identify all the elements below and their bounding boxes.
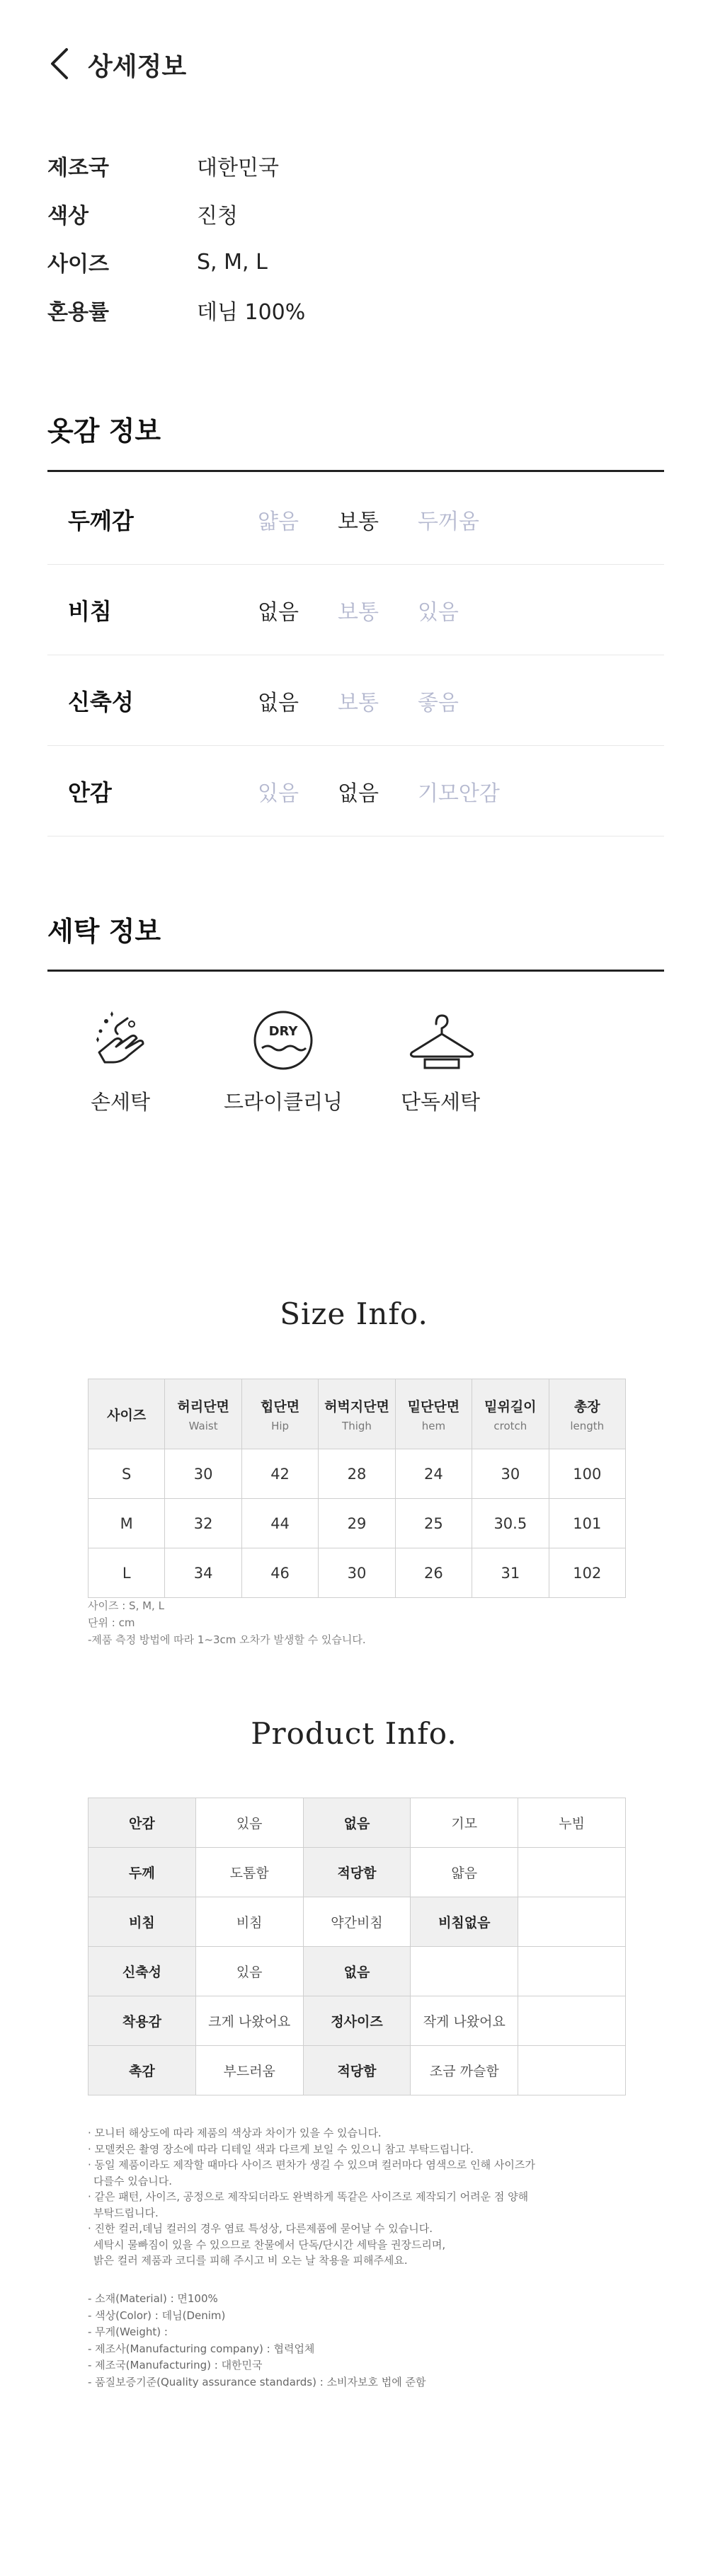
product-cell: 얇음	[411, 1848, 518, 1897]
wash-label: 드라이클리닝	[223, 1090, 343, 1114]
size-header-cell: 총장 length	[549, 1379, 625, 1449]
spec-key: 사이즈	[47, 252, 109, 277]
spec-value: 진청	[197, 204, 238, 229]
dry-badge-text: DRY	[268, 1024, 298, 1039]
fabric-label: 신축성	[68, 688, 134, 715]
product-cell	[518, 1848, 626, 1897]
wash-item-hand	[42, 1008, 198, 1115]
fabric-row-lining	[47, 746, 664, 836]
size-cell: 100	[549, 1449, 625, 1499]
product-header-cell: 없음	[303, 1947, 411, 1996]
fabric-section-title: 옷감 정보	[47, 415, 161, 447]
fabric-option: 없음	[337, 781, 379, 806]
product-cell: 기모	[411, 1798, 518, 1848]
product-cell	[518, 1996, 626, 2046]
spec-list	[47, 142, 670, 334]
fabric-row-thickness	[47, 474, 664, 565]
size-header-cell: 허리단면 Waist	[165, 1379, 241, 1449]
fabric-row-sheerness	[47, 565, 664, 655]
product-meta-line: - 색상(Color) : 데님(Denim)	[88, 2308, 226, 2322]
product-header-cell: 없음	[303, 1798, 411, 1848]
product-cell: 조금 까슬함	[411, 2046, 518, 2095]
size-cell: S	[88, 1449, 165, 1499]
notice-line: · 모델컷은 촬영 장소에 따라 디테일 색과 다르게 보일 수 있으니 참고 부탁드립니다.	[88, 2142, 474, 2156]
product-cell: 누빔	[518, 1798, 626, 1848]
size-info-title: Size Info.	[280, 1296, 428, 1331]
product-header-cell: 착용감	[88, 1996, 196, 2046]
product-meta-line: - 제조국(Manufacturing) : 대한민국	[88, 2359, 263, 2371]
table-row	[88, 1947, 626, 1996]
size-cell: M	[88, 1499, 165, 1548]
table-row	[88, 1996, 626, 2046]
notice-line: 밝은 컬러 제품과 코디를 피해 주시고 비 오는 날 착용을 피해주세요.	[93, 2254, 408, 2267]
product-meta-line: - 소재(Material) : 면100%	[88, 2292, 218, 2305]
product-cell: 크게 나왔어요	[195, 1996, 303, 2046]
size-cell: 31	[472, 1548, 549, 1598]
size-cell: 42	[241, 1449, 318, 1499]
product-cell	[411, 1947, 518, 1996]
product-info-title: Product Info.	[251, 1716, 457, 1751]
size-cell: 46	[241, 1548, 318, 1598]
size-header-cell: 밑단단면 hem	[395, 1379, 472, 1449]
section-divider	[47, 470, 664, 472]
size-cell: L	[88, 1548, 165, 1598]
fabric-option: 두꺼움	[417, 509, 479, 534]
wash-section-title: 세탁 정보	[47, 916, 161, 947]
fabric-option: 없음	[258, 599, 299, 625]
notice-list	[88, 2125, 654, 2269]
size-cell: 30	[472, 1449, 549, 1499]
wash-item-dry	[205, 1008, 361, 1115]
spec-value: 데님 100%	[197, 300, 306, 325]
size-note: -제품 측정 방법에 따라 1~3cm 오차가 발생할 수 있습니다.	[88, 1633, 366, 1646]
product-meta-list	[88, 2291, 654, 2391]
table-row	[88, 1798, 626, 1848]
product-cell	[518, 2046, 626, 2095]
notice-line: · 같은 패턴, 사이즈, 공정으로 제작되더라도 완벽하게 똑같은 사이즈로 제작되기 어려운 점 양해	[88, 2190, 529, 2203]
section-divider	[47, 970, 664, 972]
product-cell: 약간비침	[303, 1897, 411, 1947]
size-cell: 102	[549, 1548, 625, 1598]
table-row	[88, 1499, 626, 1548]
size-table-header	[88, 1379, 626, 1449]
notice-line: 다를수 있습니다.	[93, 2174, 172, 2187]
product-meta-line: - 무게(Weight) :	[88, 2325, 168, 2338]
spec-row-color	[47, 190, 670, 238]
size-cell: 34	[165, 1548, 241, 1598]
product-header-cell: 적당함	[303, 2046, 411, 2095]
dry-cleaning-icon	[248, 1008, 319, 1072]
page-header	[0, 0, 708, 127]
size-cell: 32	[165, 1499, 241, 1548]
table-row	[88, 1449, 626, 1499]
fabric-option: 없음	[258, 690, 299, 715]
fabric-label: 비침	[68, 597, 112, 625]
size-cell: 30	[165, 1449, 241, 1499]
size-note: 단위 : cm	[88, 1616, 135, 1629]
product-header-cell: 신축성	[88, 1947, 196, 1996]
hand-wash-icon	[85, 1008, 156, 1072]
spec-key: 색상	[47, 204, 88, 229]
product-cell: 비침	[195, 1897, 303, 1947]
wash-item-separate	[362, 1008, 518, 1115]
fabric-row-stretch	[47, 655, 664, 746]
product-meta-line: - 품질보증기준(Quality assurance standards) : 소비자보호 법에 준함	[88, 2375, 426, 2388]
product-cell: 도톰함	[195, 1848, 303, 1897]
size-cell: 44	[241, 1499, 318, 1548]
product-cell: 작게 나왔어요	[411, 1996, 518, 2046]
product-info-table	[88, 1798, 626, 2095]
product-cell: 있음	[195, 1947, 303, 1996]
product-header-cell: 정사이즈	[303, 1996, 411, 2046]
fabric-info	[47, 474, 664, 836]
fabric-label: 두께감	[68, 507, 134, 534]
fabric-option: 보통	[337, 599, 379, 625]
wash-label: 단독세탁	[400, 1090, 481, 1114]
page-title: 상세정보	[88, 52, 187, 81]
back-button[interactable]	[45, 45, 74, 82]
product-header-cell: 적당함	[303, 1848, 411, 1897]
size-table	[88, 1379, 626, 1598]
product-header-cell: 비침없음	[411, 1897, 518, 1947]
spec-value: 대한민국	[197, 156, 279, 180]
table-row	[88, 2046, 626, 2095]
fabric-option: 좋음	[417, 690, 459, 715]
size-cell: 30.5	[472, 1499, 549, 1548]
notice-line: 부탁드립니다.	[93, 2206, 159, 2219]
size-header-cell: 밑위길이 crotch	[472, 1379, 549, 1449]
fabric-option: 기모안감	[417, 781, 500, 806]
size-cell: 25	[395, 1499, 472, 1548]
table-row	[88, 1897, 626, 1947]
spec-key: 혼용률	[47, 300, 109, 325]
size-cell: 28	[319, 1449, 395, 1499]
fabric-label: 안감	[68, 778, 112, 806]
product-cell: 부드러움	[195, 2046, 303, 2095]
product-cell	[518, 1947, 626, 1996]
product-cell	[518, 1897, 626, 1947]
size-header-cell: 힙단면 Hip	[241, 1379, 318, 1449]
notice-line: 세탁시 물빠짐이 있을 수 있으므로 찬물에서 단독/단시간 세탁을 권장드리며,	[93, 2238, 446, 2251]
fabric-option: 있음	[417, 599, 459, 625]
wash-label: 손세탁	[90, 1090, 151, 1114]
notice-line: · 진한 컬러,데님 컬러의 경우 염료 특성상, 다른제품에 묻어날 수 있습니다.	[88, 2222, 433, 2235]
product-meta-line: - 제조사(Manufacturing company) : 협력업체	[88, 2342, 315, 2355]
product-header-cell: 촉감	[88, 2046, 196, 2095]
product-header-cell: 안감	[88, 1798, 196, 1848]
product-cell: 있음	[195, 1798, 303, 1848]
table-row	[88, 1548, 626, 1598]
size-cell: 30	[319, 1548, 395, 1598]
size-note: 사이즈 : S, M, L	[88, 1599, 164, 1612]
fabric-option: 보통	[337, 690, 379, 715]
spec-value: S, M, L	[197, 249, 268, 275]
product-header-cell: 비침	[88, 1897, 196, 1947]
size-header-cell: 허벅지단면 Thigh	[319, 1379, 395, 1449]
fabric-option: 얇음	[258, 509, 299, 534]
size-cell: 29	[319, 1499, 395, 1548]
size-cell: 101	[549, 1499, 625, 1548]
size-cell: 26	[395, 1548, 472, 1598]
product-header-cell: 두께	[88, 1848, 196, 1897]
spec-row-size	[47, 238, 670, 286]
table-row	[88, 1848, 626, 1897]
notice-line: · 모니터 해상도에 따라 제품의 색상과 차이가 있을 수 있습니다.	[88, 2127, 382, 2139]
spec-row-material	[47, 286, 670, 334]
notice-line: · 동일 제품이라도 제작할 때마다 사이즈 편차가 생길 수 있으며 컬러마다 염색으로 인해 사이즈가	[88, 2158, 535, 2171]
fabric-option: 보통	[337, 509, 379, 534]
spec-row-country	[47, 142, 670, 190]
fabric-option: 있음	[258, 781, 299, 806]
hanger-icon	[405, 1008, 476, 1072]
size-header-cell: 사이즈	[88, 1379, 165, 1449]
size-cell: 24	[395, 1449, 472, 1499]
chevron-left-icon	[45, 45, 74, 82]
spec-key: 제조국	[47, 156, 109, 180]
